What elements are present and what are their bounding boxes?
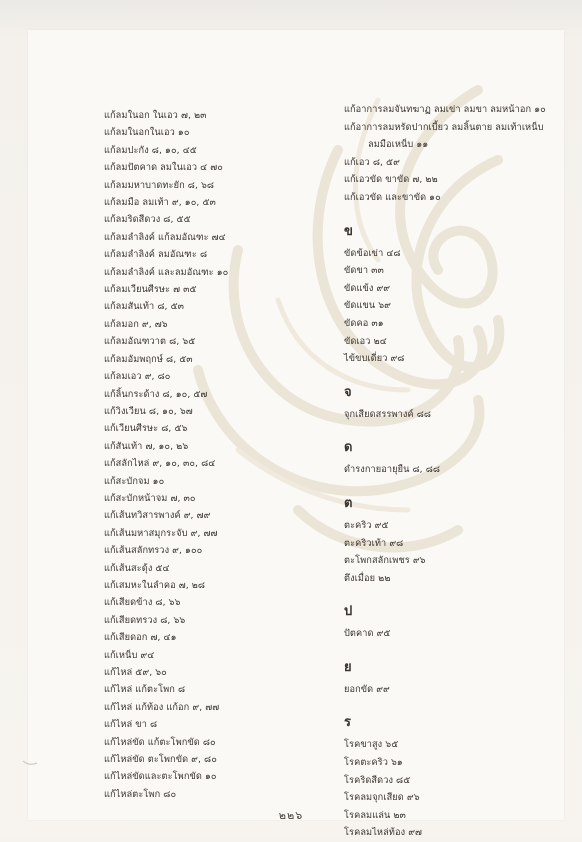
index-entry: แก้เสียดทรวง ๘, ๖๖ [104,614,186,626]
index-entry: แก้วิงเวียน ๘, ๑๐, ๖๗ [104,405,193,417]
letter-section [344,386,582,424]
index-entry: ขัดแข้ง ๙๙ [344,282,391,294]
index-entry: แก้ลมปะกัง ๘, ๑๐, ๔๕ [104,144,197,156]
index-entry: แก้เส้นสลักทรวง ๙, ๑๐๐ [104,545,203,557]
index-entry: จุกเสียดสรรพางค์ ๘๘ [344,408,432,420]
index-entry: ขัดแขน ๖๙ [344,300,392,312]
letter-sections [344,225,582,842]
index-entry: โรคขาสูง ๖๕ [344,739,399,751]
index-entry: โรคลมจุกเสียด ๙๖ [344,792,420,804]
index-entry: โรคริดสีดวง ๘๕ [344,774,411,786]
right-top-entries [344,101,582,207]
index-entry: ดำรงกายอายุยืน ๘, ๘๘ [344,464,441,476]
index-entry: แก้เสียดข้าง ๘, ๖๖ [104,597,181,609]
section-letter-heading: ต [344,495,353,511]
section-letter-heading: ข [344,223,353,239]
index-entry: ขัดข้อเข่า ๔๘ [344,247,401,259]
index-entry: โรคลมไหล่ท้อง ๙๗ [344,827,423,839]
index-entry: ลมมือเหน็บ ๑๑ [368,139,429,151]
index-entry: แก้เสมหะในลำคอ ๗, ๒๘ [104,579,206,591]
index-entry: แก้ลมริดสีดวง ๘, ๕๕ [104,214,191,226]
index-entry: แก้ลมเอว ๙, ๘๐ [104,371,171,383]
index-entry: ขัดคอ ๓๑ [344,317,384,329]
index-entry: แก้อาการลมจันทฆาฏ ลมเข่า ลมขา ลมหน้าอก ๑๐ [344,104,546,115]
index-entry: ยอกขัด ๙๙ [344,683,390,695]
index-entry: แก้ไหล่ตะโพก ๘๐ [104,788,177,800]
index-entry: แก้สะบักจม ๑๐ [104,475,165,487]
index-entry: แก้ลมมหาบาดทะยัก ๘, ๖๘ [104,179,215,191]
index-entry: แก้เอวขัด และขาขัด ๑๐ [344,191,441,203]
index-entry: แก้สะบักหน้าจม ๗, ๓๐ [104,492,196,504]
letter-section [344,225,582,368]
index-entry: แก้อาการลมหรัดปากเบี้ยว ลมลิ้นตาย ลมเท้าเหน็บ [344,121,544,133]
index-entry: แก้สลักไหล่ ๙, ๑๐, ๓๐, ๘๔ [104,458,216,470]
section-letter-heading: ป [344,604,353,620]
section-letter-heading: ย [344,659,352,675]
index-entry: แก้ลมอัมพฤกษ์ ๘, ๕๓ [104,353,193,365]
index-entry: แก้ไหล่ขัดและตะโพกขัด ๑๐ [104,771,217,783]
index-entry: แก้เส้นทวิสารพางค์ ๙, ๗๙ [104,510,211,522]
letter-section [344,441,582,479]
index-entry: โรคตะคริว ๖๑ [344,757,403,769]
index-entry: แก้ลมลำลิงค์ แก้ลมอัณฑะ ๗๔ [104,231,226,243]
section-letter-heading: ร [344,715,351,731]
index-entry: ไข้ขบเดี่ยว ๙๘ [344,353,405,365]
corner-mark [22,760,38,766]
index-entry: แก้ไหล่ แก้ตะโพก ๘ [104,684,186,696]
index-entry: แก้ไหล่ขัด ตะโพกขัด ๙, ๘๐ [104,754,217,766]
index-entry: แก้ไหล่ ขา ๘ [104,719,158,731]
index-entry: โรคลมแล่น ๒๓ [344,809,406,821]
index-entry: แก้เสียดอก ๗, ๔๑ [104,632,177,644]
index-page [28,30,564,839]
index-entry: แก้เส้นมหาสมุกระจับ ๙, ๗๗ [104,527,218,539]
page-number: ๒๒๖ [278,809,304,822]
index-entry: แก้ลมอก ๙, ๗๖ [104,318,168,330]
index-entry: แก้ลมอัณฑวาต ๘, ๖๕ [104,336,196,348]
index-entry: แก้ลมมือ ลมเท้า ๙, ๑๐, ๕๓ [104,197,216,209]
index-entry: แก้เวียนศีรษะ ๘, ๕๖ [104,423,188,435]
index-entry: ตะโพกสลักเพชร ๙๖ [344,555,426,567]
letter-section [344,497,582,587]
index-entry: ตึงเมื่อย ๒๒ [344,572,391,584]
index-entry: แก้ไหล่ขัด แก้ตะโพกขัด ๘๐ [104,736,216,748]
index-entry: ขัดขา ๓๓ [344,265,384,277]
index-entry: ตะคริว ๙๕ [344,519,389,531]
letter-section [344,661,582,699]
index-entry: แก้ไหล่ แก้ท้อง แก้อก ๙, ๗๗ [104,701,220,713]
index-entry: แก้ลมในอก ในเอว ๗, ๒๓ [104,110,207,121]
index-entry: แก้ลมในอกในเอว ๑๐ [104,127,190,139]
index-entry: ตะคริวเท้า ๙๘ [344,537,404,549]
index-entry: แก้สันเท้า ๗, ๑๐, ๒๖ [104,440,189,452]
index-entry: แก้เอว ๘, ๕๙ [344,156,400,168]
index-entry: แก้ไหล่ ๕๙, ๖๐ [104,667,167,678]
letter-section [344,605,582,643]
index-entry: แก้เอวขัด ขาขัด ๗, ๒๒ [344,174,438,186]
index-entry: แก้ลมสันเท้า ๘, ๕๓ [104,301,184,313]
index-entry: ปัตคาด ๙๕ [344,628,391,640]
section-letter-heading: จ [344,384,352,400]
left-index-column [104,107,304,803]
index-entry: แก้ลมลำลิงค์ ลมอัณฑะ ๘ [104,249,208,261]
section-letter-heading: ด [344,440,353,456]
right-index-column [344,101,582,842]
index-entry: แก้ลมปัตคาด ลมในเอว ๔ ๗๐ [104,162,223,174]
index-entry: แก้ลิ้นกระด้าง ๘, ๑๐, ๕๗ [104,388,208,400]
index-entry: แก้เส้นสะดุ้ง ๕๔ [104,562,170,574]
index-entry: แก้ลมลำลิงค์ และลมอัณฑะ ๑๐ [104,266,229,278]
index-entry: ขัดเอว ๒๔ [344,335,387,347]
index-entry: แก้เหน็บ ๙๔ [104,649,155,661]
index-entry: แก้ลมเวียนศีรษะ ๗ ๓๕ [104,284,197,296]
